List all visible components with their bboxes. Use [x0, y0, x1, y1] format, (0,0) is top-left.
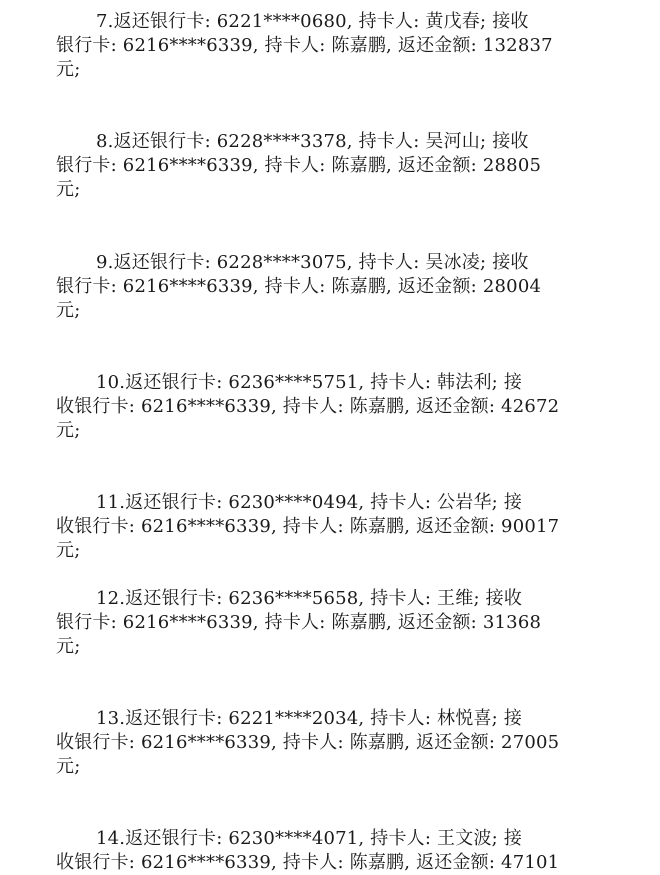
entry-line-3: 元; [56, 420, 81, 441]
refund-entry-9 [56, 251, 608, 323]
refund-entry-11 [56, 491, 608, 563]
entry-line-1: 13.返还银行卡: 6221****2034, 持卡人: 林悦喜; 接 [96, 708, 523, 729]
entry-line-2: 收银行卡: 6216****6339, 持卡人: 陈嘉鹏, 返还金额: 42672 [56, 396, 560, 417]
entry-line-2: 收银行卡: 6216****6339, 持卡人: 陈嘉鹏, 返还金额: 27005 [56, 732, 560, 753]
entry-line-3: 元; [56, 59, 81, 80]
entry-line-3: 元; [56, 756, 81, 777]
entry-line-1: 14.返还银行卡: 6230****4071, 持卡人: 王文波; 接 [96, 828, 523, 849]
refund-entry-14 [56, 827, 608, 875]
refund-entry-7 [56, 10, 608, 82]
entry-line-3: 元; [56, 179, 81, 200]
entry-line-1: 9.返还银行卡: 6228****3075, 持卡人: 吴冰凌; 接收 [96, 252, 529, 273]
refund-entry-10 [56, 371, 608, 443]
entry-line-2: 银行卡: 6216****6339, 持卡人: 陈嘉鹏, 返还金额: 28004 [56, 276, 542, 297]
entry-line-2: 银行卡: 6216****6339, 持卡人: 陈嘉鹏, 返还金额: 132837 [56, 35, 553, 56]
entry-line-2: 银行卡: 6216****6339, 持卡人: 陈嘉鹏, 返还金额: 31368 [56, 612, 542, 633]
entry-line-3: 元; [56, 636, 81, 657]
refund-entry-12 [56, 587, 608, 659]
entry-line-2: 收银行卡: 6216****6339, 持卡人: 陈嘉鹏, 返还金额: 90017 [56, 516, 560, 537]
entry-line-1: 7.返还银行卡: 6221****0680, 持卡人: 黄戊春; 接收 [96, 11, 529, 32]
entry-line-1: 11.返还银行卡: 6230****0494, 持卡人: 公岩华; 接 [96, 492, 523, 513]
entry-line-1: 8.返还银行卡: 6228****3378, 持卡人: 吴河山; 接收 [96, 131, 529, 152]
entry-line-2: 收银行卡: 6216****6339, 持卡人: 陈嘉鹏, 返还金额: 47101 [56, 852, 560, 873]
entry-line-2: 银行卡: 6216****6339, 持卡人: 陈嘉鹏, 返还金额: 28805 [56, 155, 542, 176]
refund-entry-8 [56, 130, 608, 202]
entry-line-1: 12.返还银行卡: 6236****5658, 持卡人: 王维; 接收 [96, 588, 523, 609]
refund-entry-13 [56, 707, 608, 779]
entry-line-3: 元; [56, 300, 81, 321]
entry-line-1: 10.返还银行卡: 6236****5751, 持卡人: 韩法利; 接 [96, 372, 523, 393]
entry-line-3: 元; [56, 540, 81, 561]
